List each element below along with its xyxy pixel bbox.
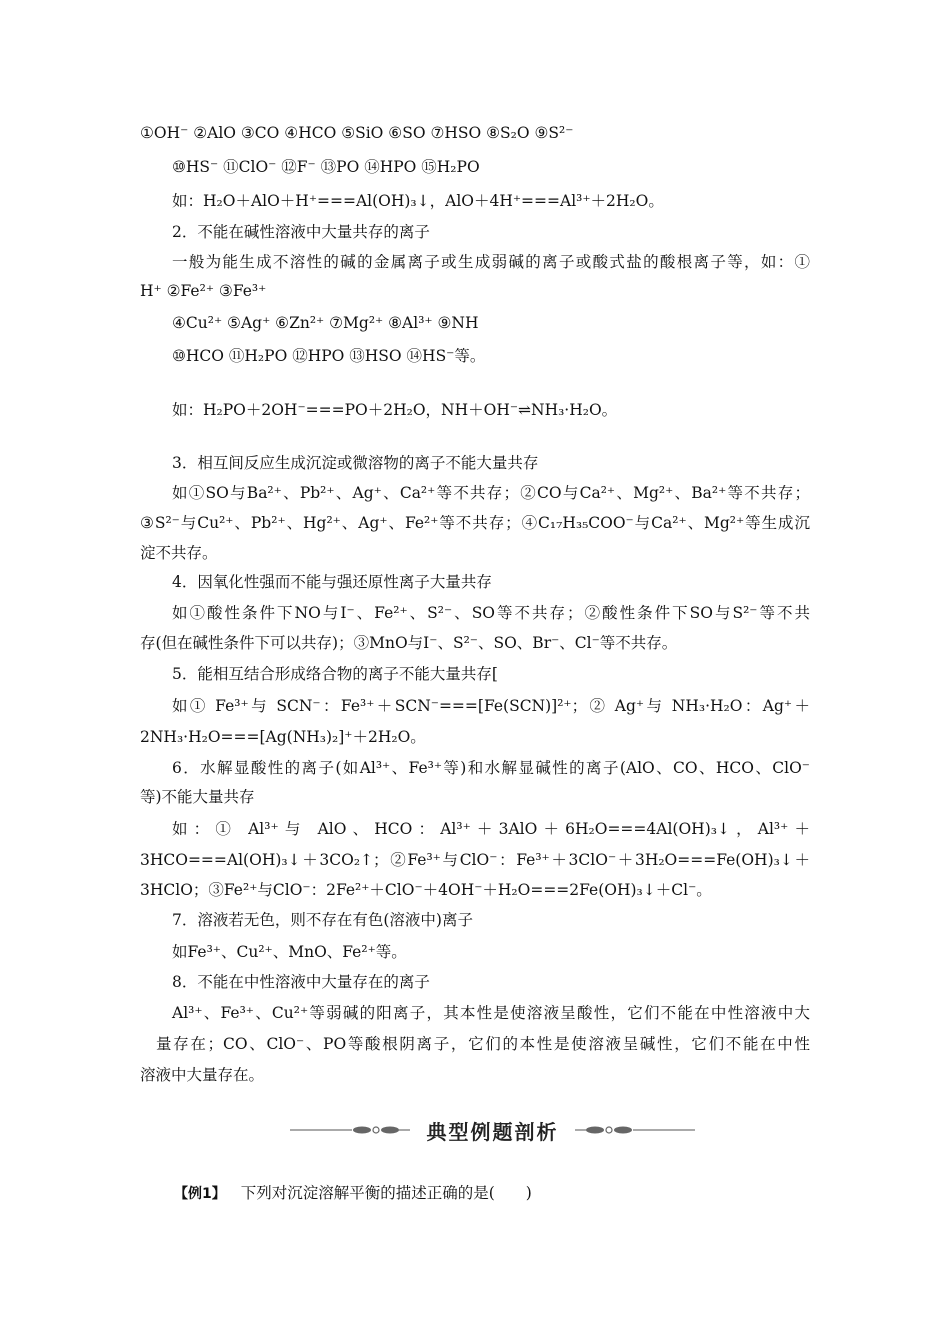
example-equation-2: 如：H₂PO＋2OH⁻===PO＋2H₂O，NH＋OH⁻⇌NH₃·H₂O。 — [172, 401, 618, 419]
section-heading-2: 2．不能在碱性溶液中大量共存的离子 — [172, 223, 430, 241]
paragraph-4-line-1: 如①酸性条件下NO与I⁻、Fe²⁺、S²⁻、SO等不共存；②酸性条件下SO与S²⁻等不共 — [172, 604, 810, 622]
paragraph-3-line-2: ③S²⁻与Cu²⁺、Pb²⁺、Hg²⁺、Ag⁺、Fe²⁺等不共存；④C₁₇H₃₅COO⁻与Ca²⁺、Mg²⁺等生成沉 — [140, 514, 810, 532]
section-heading-6-cont: 等)不能大量共存 — [140, 788, 255, 806]
ion-list-line-2: ⑩HS⁻ ⑪ClO⁻ ⑫F⁻ ⑬PO ⑭HPO ⑮H₂PO — [172, 158, 480, 176]
paragraph-8-line-2: 量存在；CO、ClO⁻、PO等酸根阴离子，它们的本性是使溶液呈碱性，它们不能在中性 — [156, 1035, 810, 1053]
example-question — [174, 1183, 532, 1204]
paragraph-3-line-3: 淀不共存。 — [140, 544, 218, 562]
example-equation-1: 如：H₂O＋AlO＋H⁺===Al(OH)₃↓，AlO＋4H⁺===Al³⁺＋2H₂O。 — [172, 192, 664, 210]
example-tag: 【例1】 — [174, 1186, 226, 1202]
section-heading-6: 6．水解显酸性的离子(如Al³⁺、Fe³⁺等)和水解显碱性的离子(AlO、CO、HCO、ClO⁻ — [172, 759, 810, 777]
section-heading-5: 5．能相互结合形成络合物的离子不能大量共存[ — [172, 665, 498, 683]
paragraph-4-line-2: 存(但在碱性条件下可以共存)；③MnO与I⁻、S²⁻、SO、Br⁻、Cl⁻等不共存。 — [140, 634, 678, 652]
paragraph-3-line-1: 如①SO与Ba²⁺、Pb²⁺、Ag⁺、Ca²⁺等不共存；②CO与Ca²⁺、Mg²⁺、Ba²⁺等不共存； — [172, 484, 810, 502]
paragraph-8-line-1: Al³⁺、Fe³⁺、Cu²⁺等弱碱的阳离子，其本性是使溶液呈酸性，它们不能在中性溶液中大 — [172, 1004, 810, 1022]
ion-list-line-1: ①OH⁻ ②AlO ③CO ④HCO ⑤SiO ⑥SO ⑦HSO ⑧S₂O ⑨S²⁻ — [140, 124, 574, 142]
paragraph-6-line-1: 如：① Al³⁺与 AlO、HCO：Al³⁺＋3AlO＋6H₂O===4Al(OH)₃↓，Al³⁺＋ — [172, 820, 810, 838]
paragraph-5-line-1: 如① Fe³⁺与 SCN⁻：Fe³⁺＋SCN⁻===[Fe(SCN)]²⁺；② Ag⁺与 NH₃·H₂O：Ag⁺＋ — [172, 697, 810, 715]
paragraph-5-line-2: 2NH₃·H₂O===[Ag(NH₃)₂]⁺＋2H₂O。 — [140, 728, 426, 746]
paragraph-6-line-3: 3HClO；③Fe²⁺与ClO⁻：2Fe²⁺＋ClO⁻＋4OH⁻＋H₂O===2Fe(OH)₃↓＋Cl⁻。 — [140, 881, 712, 899]
paragraph-2-line-1: 一般为能生成不溶性的碱的金属离子或生成弱碱的离子或酸式盐的酸根离子等，如：① — [172, 253, 810, 271]
paragraph-6-line-2: 3HCO===Al(OH)₃↓＋3CO₂↑；②Fe³⁺与ClO⁻：Fe³⁺＋3ClO⁻＋3H₂O===Fe(OH)₃↓＋ — [140, 851, 810, 869]
paragraph-8-line-3: 溶液中大量存在。 — [140, 1066, 265, 1084]
section-banner — [290, 1116, 695, 1144]
section-heading-8: 8．不能在中性溶液中大量存在的离子 — [172, 973, 430, 991]
banner-title: 典型例题剖析 — [426, 1120, 559, 1144]
section-heading-7: 7．溶液若无色，则不存在有色(溶液中)离子 — [172, 911, 473, 929]
paragraph-2-line-2: H⁺ ②Fe²⁺ ③Fe³⁺ — [140, 282, 267, 300]
example-text: 下列对沉淀溶解平衡的描述正确的是( ) — [240, 1184, 532, 1202]
section-heading-3: 3．相互间反应生成沉淀或微溶物的离子不能大量共存 — [172, 454, 539, 472]
banner-right-ornament — [575, 1122, 695, 1138]
ion-list-line-3: ④Cu²⁺ ⑤Ag⁺ ⑥Zn²⁺ ⑦Mg²⁺ ⑧Al³⁺ ⑨NH — [172, 314, 479, 332]
section-heading-4: 4．因氧化性强而不能与强还原性离子大量共存 — [172, 573, 492, 591]
ion-list-line-4: ⑩HCO ⑪H₂PO ⑫HPO ⑬HSO ⑭HS⁻等。 — [172, 347, 486, 365]
paragraph-7: 如Fe³⁺、Cu²⁺、MnO、Fe²⁺等。 — [172, 943, 407, 961]
